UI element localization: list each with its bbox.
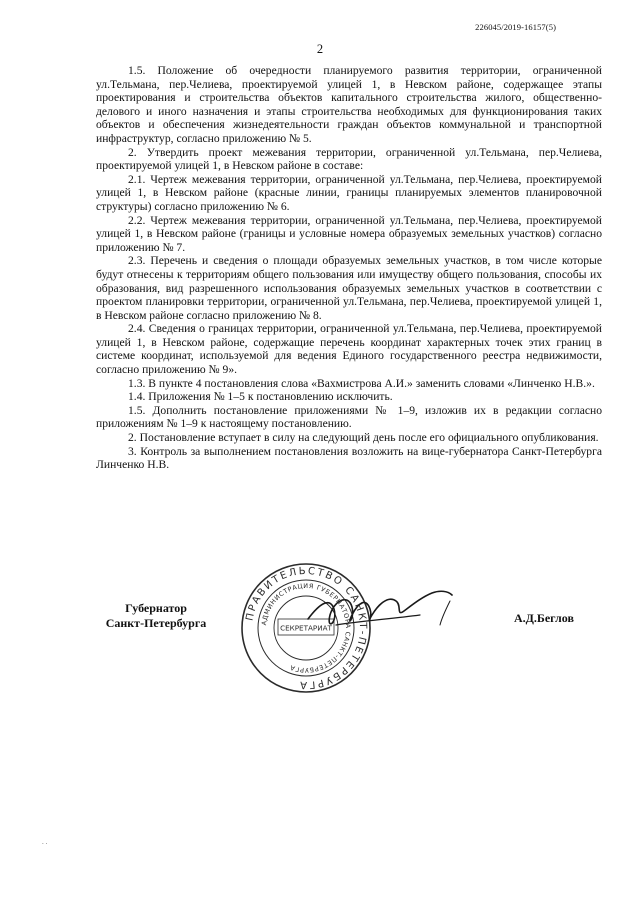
page-number: 2 [316,42,324,56]
paragraph-2-1: 2.1. Чертеж межевания территории, ограниченной ул.Тельмана, пер.Челиева, проектируемой улицей 1, в Невском районе (красные линии, границы планируемых элементов планировочной структуры) согласно приложению № 6. [96,172,602,213]
paragraph-1-3: 1.3. В пункте 4 постановления слова «Вахмистрова А.И.» заменить словами «Линченко Н.В.». [128,376,595,390]
paragraph-3-control: 3. Контроль за выполнением постановления возложить на вице-губернатора Санкт-Петербурга Линченко Н.В. [96,444,602,472]
signature-block [0,555,640,695]
seal-inner-text: АДМИНИСТРАЦИЯ ГУБЕРНАТОРА САНКТ-ПЕТЕРБУРГА [260,581,353,675]
handwritten-signature-icon [300,575,460,645]
seal-outer-text: ПРАВИТЕЛЬСТВО САНКТ-ПЕТЕРБУРГА [244,565,369,691]
margin-mark: . . [42,838,48,846]
document-number: 226045/2019-16157(5) [475,22,556,32]
paragraph-2-2: 2.2. Чертеж межевания территории, ограниченной ул.Тельмана, пер.Челиева, проектируемой улицей 1, в Невском районе (границы и условные номера образуемых земельных участков) согласно приложению № 7. [96,213,602,254]
paragraph-2-3: 2.3. Перечень и сведения о площади образуемых земельных участков, в том числе которые будут отнесены к территориям общего пользования или имуществу общего пользования, способы их образования, вид разрешенного использования образуемых земельных участков в соответствии с проектом планировки территории, ограниченной ул.Тельмана, пер.Челиева, проектируемой улицей 1, в Невском районе согласно приложению № 8. [96,254,602,322]
governor-title-line1: Губернатор [125,601,187,615]
governor-title [96,601,216,631]
paragraph-2-approve-surveying: 2. Утвердить проект межевания территории, ограниченной ул.Тельмана, пер.Челиева, проектируемой улицей 1, в Невском районе в составе: [96,145,602,173]
paragraph-1-4: 1.4. Приложения № 1–5 к постановлению исключить. [128,390,393,404]
paragraph-1-5-appendices: 1.5. Дополнить постановление приложениями № 1–9, изложив их в редакции согласно приложениям № 1–9 к настоящему постановлению. [96,403,602,431]
signer-name: А.Д.Беглов [514,611,574,625]
paragraph-2-4: 2.4. Сведения о границах территории, ограниченной ул.Тельмана, пер.Челиева, проектируемой улицей 1, в Невском районе, содержащие перечень координат характерных точек этих границ в системе координат, используемой для ведения Единого государственного реестра недвижимости, согласно приложению № 9». [96,322,602,377]
document-body [96,64,602,472]
paragraph-2-effective: 2. Постановление вступает в силу на следующий день после его официального опубликования. [128,431,599,445]
paragraph-1-5-phasing: 1.5. Положение об очередности планируемого развития территории, ограниченной ул.Тельмана, пер.Челиева, проектируемой улицей 1, в Невском районе, содержащее этапы проектирования и строительства объектов капитального строительства жилого, общественно-делового и иного назначения и этапы строительства необходимых для функционирования таких объектов и обеспечения жизнедеятельности граждан объектов коммунальной и транспортной инфраструктур, согласно приложению № 5. [96,64,602,145]
governor-title-line2: Санкт-Петербурга [105,616,207,630]
seal-center-text: СЕКРЕТАРИАТ [280,623,332,633]
